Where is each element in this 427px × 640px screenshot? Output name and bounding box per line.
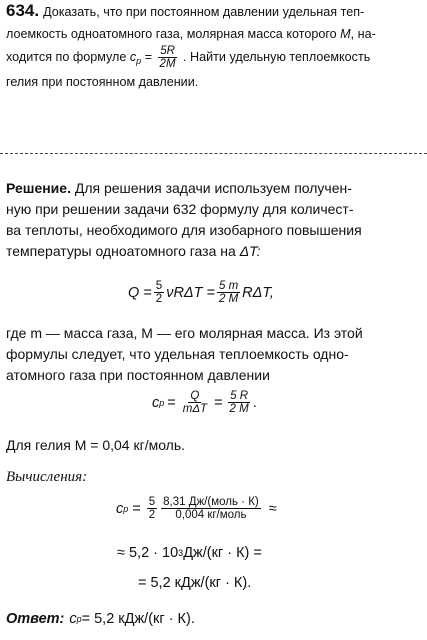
solution-intro (6, 178, 422, 262)
problem-formula: $c_p$ = $\frac{5R}{2M}$ (129, 45, 176, 71)
problem-line-2-tail: , на- (350, 26, 376, 41)
answer-label: Ответ: (6, 611, 65, 627)
dashed-divider (0, 153, 427, 154)
problem-molar-mass-symbol: M (340, 26, 351, 41)
problem-line-4: гелия при постоянном давлении. (6, 75, 199, 90)
problem-number: 634. (6, 1, 40, 20)
solution-explanation (6, 323, 422, 386)
calculation-step-2: ≈ 5,2 · 10 3 Дж/(кг · К) = (117, 545, 262, 561)
solution-line-3: ва теплоты, необходимого для изобарного повышения (6, 222, 362, 238)
calculation-step-3: = 5,2 кДж/(кг · К). (138, 575, 252, 591)
problem-line-3-tail: . Найти удельную теплоемкость (183, 49, 371, 64)
solution-line-4: температуры одноатомного газа на (6, 243, 236, 259)
problem-line-3: ходится по формуле (6, 49, 127, 64)
solution-line-2: ную при решении задачи 632 формулу для количест- (6, 201, 354, 217)
calculation-step-1: c p = $\frac{5}{2}$ $\frac{\text{8,31 Дж/(моль · К)}}{\text{0,004 кг/моль}}$ ≈ (116, 496, 277, 522)
explanation-line-3: атомного газа при постоянном давлении (6, 367, 270, 383)
answer: Ответ: c p = 5,2 кДж/(кг · К). (6, 611, 195, 627)
explanation-line-1: где m — масса газа, M — его молярная масса. Из этой (6, 325, 363, 341)
delta-t: ΔT: (239, 243, 261, 259)
calculations-label: Вычисления: (6, 469, 88, 485)
problem-line-2: лоемкость одноатомного газа, молярная масса которого (6, 26, 337, 41)
problem-statement (6, 0, 422, 94)
helium-molar-mass: Для гелия M = 0,04 кг/моль. (6, 437, 186, 453)
problem-line-1: Доказать, что при постоянном давлении удельная теп- (43, 5, 365, 19)
solution-line-1: Для решения задачи используем получен- (74, 180, 352, 196)
specific-heat-formula: c p = $\frac{Q}{\text{mΔT}}$ = $\frac{5 R}{2 M}$ . (152, 390, 257, 416)
heat-formula: Q = $\frac{5}{2}$ νRΔT = $\frac{5 m}{2 M}$ RΔT, (128, 280, 274, 306)
explanation-line-2: формулы следует, что удельная теплоемкость одно- (6, 346, 349, 362)
solution-label: Решение. (6, 180, 71, 196)
